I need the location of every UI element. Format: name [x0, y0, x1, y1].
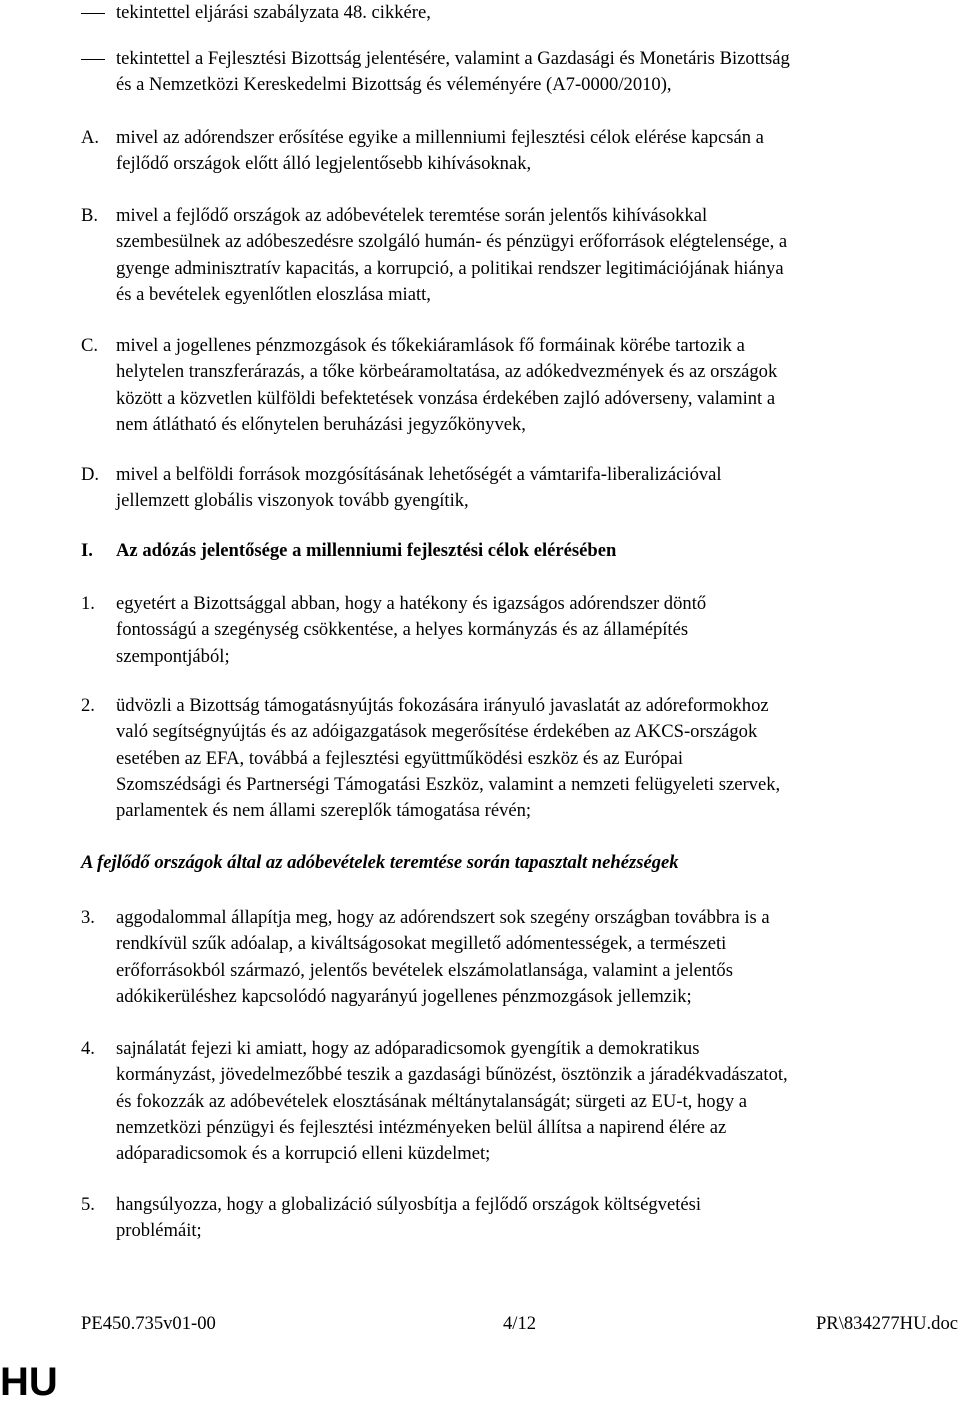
text-line: üdvözli a Bizottság támogatásnyújtás fokozására irányuló javaslatát az adóreformokhoz	[116, 695, 769, 716]
text-line: való segítségnyújtás és az adóigazgatások megerősítése érdekében az AKCS-országok	[116, 721, 758, 743]
subheading: A fejlődő országok által az adóbevételek teremtése során tapasztalt nehézségek	[81, 852, 679, 873]
paragraph-number: 1.	[81, 593, 95, 614]
text-line: parlamentek és nem állami szereplők támogatása révén;	[116, 800, 532, 822]
footer-page-number: 4/12	[503, 1313, 537, 1334]
text-line: Szomszédsági és Partnerségi Támogatási Eszköz, valamint a nemzeti felügyeleti szervek,	[116, 773, 781, 795]
section-heading-marker: I.	[81, 540, 93, 561]
text-line: fejlődő országok előtt álló legjelentősebb kihívásoknak,	[116, 153, 532, 175]
text-line: tekintettel a Fejlesztési Bizottság jelentésére, valamint a Gazdasági és Monetáris Bizottság	[116, 48, 790, 69]
paragraph-number: 3.	[81, 907, 95, 928]
paragraph-body	[116, 125, 958, 178]
text-line: hangsúlyozza, hogy a globalizáció súlyosbítja a fejlődő országok költségvetési	[116, 1194, 702, 1215]
text-line: erőforrásokból származó, jelentős bevételek elszámolatlansága, valamint a jelentős	[116, 959, 733, 981]
language-code: HU	[0, 1360, 58, 1404]
text-line: nem átlátható és előnytelen beruházási jegyzőkönyvek,	[116, 413, 526, 435]
recital-marker: C.	[81, 335, 99, 356]
paragraph-body	[116, 203, 958, 308]
text-line: között a közvetlen külföldi befektetések vonzása érdekében zajló adóverseny, valamint a	[116, 387, 776, 409]
text-line: kormányzást, jövedelmezőbbé teszik a gazdasági bűnözést, ösztönzik a járadékvadászatot,	[116, 1064, 788, 1086]
text-line: szempontjából;	[116, 645, 230, 667]
paragraph-number: 2.	[81, 695, 95, 716]
text-line: mivel a belföldi források mozgósításának lehetőségét a vámtarifa-liberalizációval	[116, 464, 722, 485]
paragraph-body	[116, 1192, 958, 1245]
page-footer	[81, 1311, 958, 1337]
text-line: gyenge adminisztratív kapacitás, a korrupció, a politikai rendszer legitimációjának hiánya	[116, 257, 784, 279]
text-line: sajnálatát fejezi ki amiatt, hogy az adóparadicsomok gyengítik a demokratikus	[116, 1038, 700, 1059]
recital-marker: A.	[81, 127, 100, 148]
text-line: mivel a jogellenes pénzmozgások és tőkekiáramlások fő formáinak körébe tartozik a	[116, 335, 745, 356]
recital-marker: D.	[81, 464, 100, 485]
text-line: mivel a fejlődő országok az adóbevételek teremtése során jelentős kihívásokkal	[116, 205, 708, 226]
paragraph-body	[116, 905, 958, 1010]
text-line: adókikerüléshez kapcsolódó nagyarányú jogellenes pénzmozgások jellemzik;	[116, 985, 692, 1007]
paragraph-body	[116, 46, 958, 99]
paragraph-body	[116, 693, 958, 824]
text-line: tekintettel eljárási szabályzata 48. cikkére,	[116, 2, 431, 23]
paragraph-number: 5.	[81, 1194, 95, 1215]
text-line: és fokozzák az adóbevételek elosztásának méltánytalanságát; sürgeti az EU-t, hogy a	[116, 1090, 748, 1112]
paragraph-body	[116, 333, 958, 438]
text-line: és a bevételek egyenlőtlen eloszlása miatt,	[116, 283, 431, 305]
text-line: jellemzett globális viszonyok tovább gyengítik,	[116, 490, 469, 512]
text-line: problémáit;	[116, 1220, 202, 1242]
text-line: nemzetközi pénzügyi és fejlesztési intézményeken belül állítsa a napirend élére az	[116, 1116, 727, 1138]
paragraph-body	[116, 462, 958, 515]
text-line: adóparadicsomok és a korrupció elleni küzdelmet;	[116, 1143, 491, 1165]
footer-document-reference: PE450.735v01-00	[81, 1313, 216, 1334]
paragraph-body	[116, 0, 958, 26]
text-line: fontosságú a szegénység csökkentése, a helyes kormányzás és az államépítés	[116, 619, 689, 641]
text-line: mivel az adórendszer erősítése egyike a millenniumi fejlesztési célok elérése kapcsán a	[116, 127, 764, 148]
dash-marker	[81, 59, 105, 60]
paragraph-number: 4.	[81, 1038, 95, 1059]
paragraph-body	[116, 591, 958, 670]
text-line: egyetért a Bizottsággal abban, hogy a hatékony és igazságos adórendszer döntő	[116, 593, 707, 614]
text-line: és a Nemzetközi Kereskedelmi Bizottság és véleményére (A7-0000/2010),	[116, 74, 672, 96]
paragraph-body	[116, 1036, 958, 1167]
text-line: szembesülnek az adóbeszedésre szolgáló humán- és pénzügyi erőforrások elégtelensége, a	[116, 231, 788, 253]
recital-marker: B.	[81, 205, 99, 226]
dash-marker	[81, 13, 105, 14]
text-line: rendkívül szűk adóalap, a kiváltságosokat megillető adómentességek, a természeti	[116, 933, 727, 955]
footer-file-name: PR\834277HU.doc	[815, 1313, 958, 1334]
section-heading-text: Az adózás jelentősége a millenniumi fejlesztési célok elérésében	[116, 540, 617, 561]
text-line: aggodalommal állapítja meg, hogy az adórendszert sok szegény országban továbbra is a	[116, 907, 770, 928]
text-line: esetében az EFA, továbbá a fejlesztési együttműködési eszköz és az Európai	[116, 747, 684, 769]
text-line: helytelen transzferárazás, a tőke körbeáramoltatása, az adókedvezmények és az országok	[116, 361, 778, 383]
